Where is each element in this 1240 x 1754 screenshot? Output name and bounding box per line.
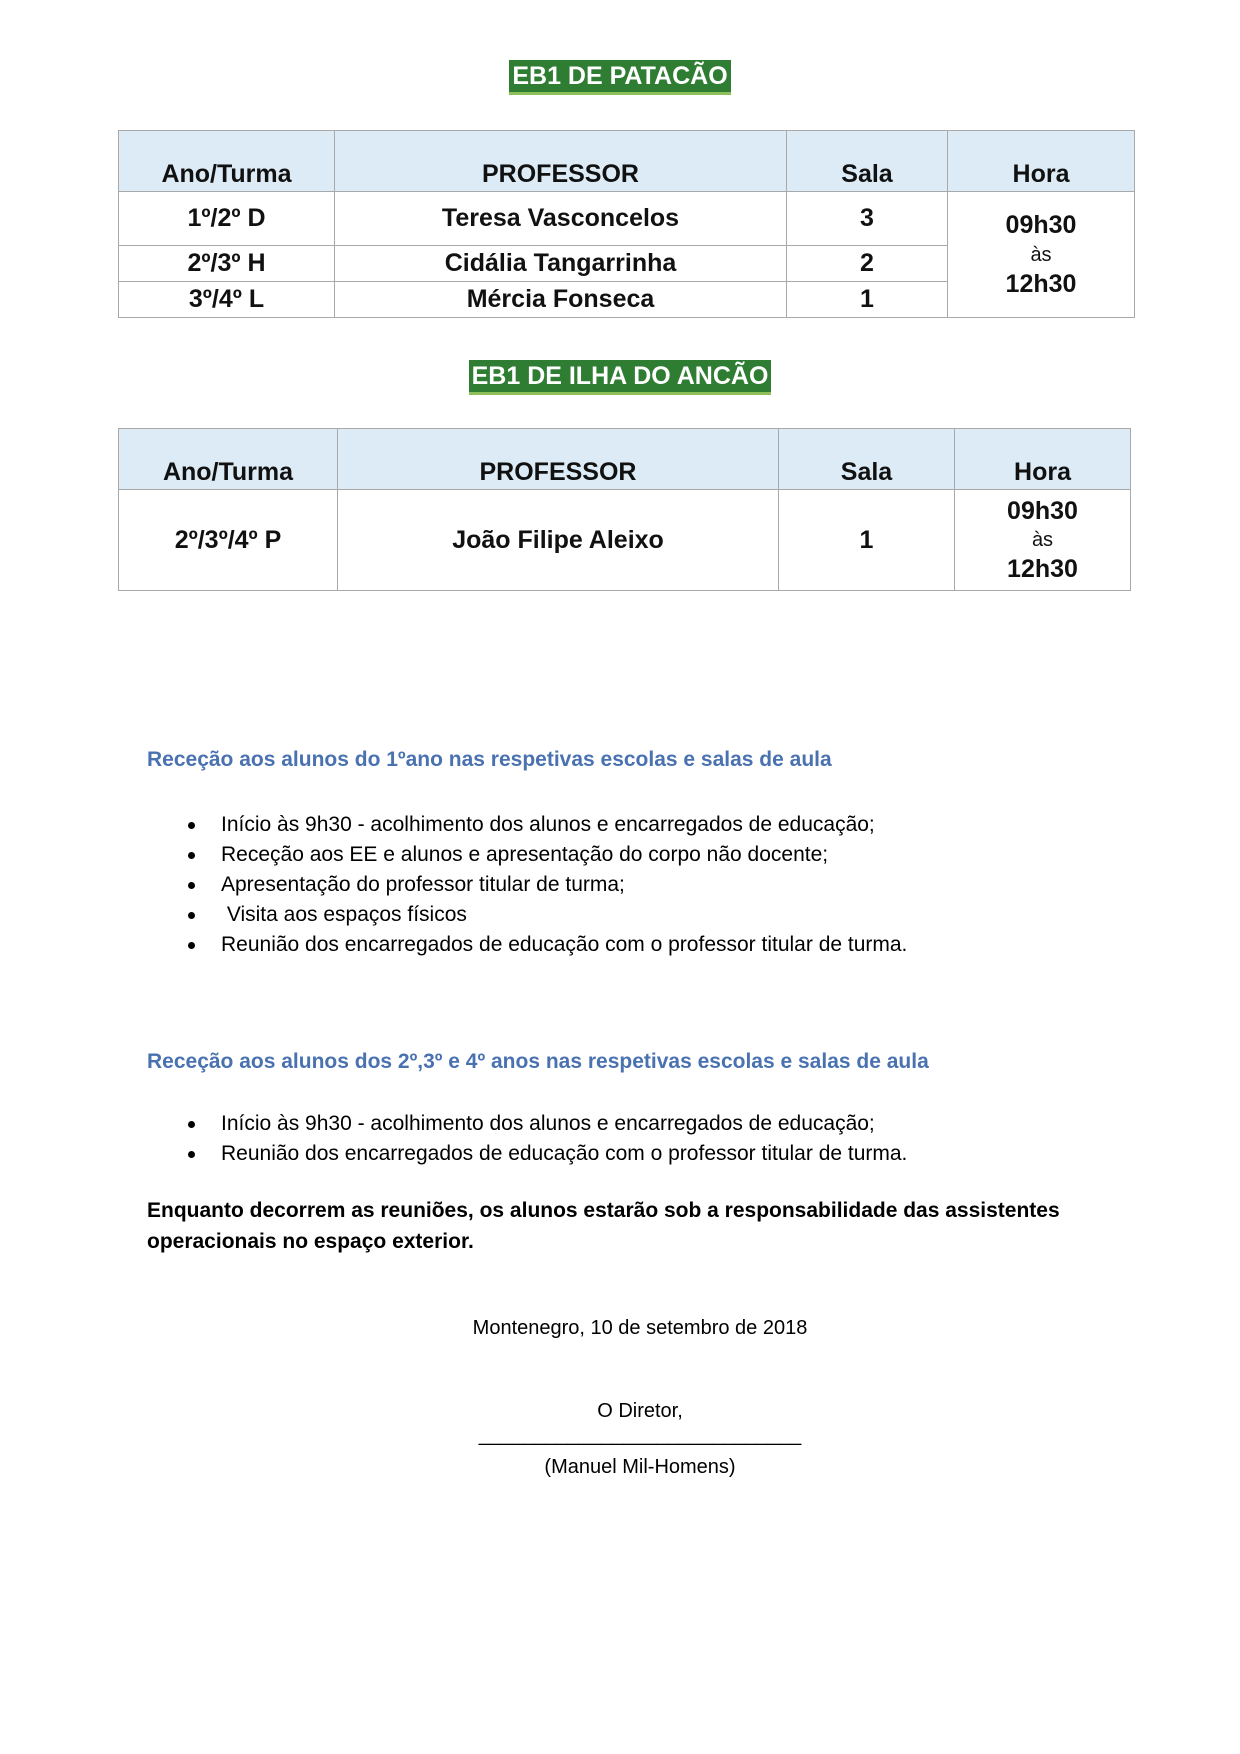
list-item-text: Apresentação do professor titular de turma; — [221, 873, 625, 896]
header-ano-turma: Ano/Turma — [119, 429, 338, 490]
list-item — [147, 930, 907, 960]
table-row — [119, 192, 1135, 246]
bullet-icon — [188, 942, 195, 949]
turma-cell: 1º/2º D — [119, 192, 335, 246]
list-item — [147, 1109, 907, 1139]
list-item-text: Receção aos EE e alunos e apresentação do corpo não docente; — [221, 843, 829, 866]
responsibility-note: Enquanto decorrem as reuniões, os alunos estarão sob a responsabilidade das assistentes operacionais no espaço exterior. — [147, 1199, 1060, 1253]
header-ano-turma: Ano/Turma — [119, 131, 335, 192]
table-header-row — [119, 429, 1131, 490]
professor-cell: João Filipe Aleixo — [338, 490, 779, 591]
header-sala: Sala — [779, 429, 955, 490]
sala-cell: 3 — [787, 192, 948, 246]
turma-cell: 3º/4º L — [119, 282, 335, 318]
signature-line: _____________________________ — [478, 1424, 802, 1446]
hora-cell — [948, 192, 1135, 318]
hora-start: 09h30 — [1005, 211, 1077, 239]
list-item-text: Reunião dos encarregados de educação com o professor titular de turma. — [221, 1142, 908, 1165]
section2-bullet-list — [147, 1109, 907, 1169]
sala-cell: 1 — [779, 490, 955, 591]
hora-cell — [955, 490, 1131, 591]
school2-title: EB1 DE ILHA DO ANCÃO — [469, 360, 772, 395]
table-row — [119, 490, 1131, 591]
header-professor: PROFESSOR — [338, 429, 779, 490]
bullet-icon — [188, 882, 195, 889]
director-role: O Diretor, — [597, 1400, 683, 1422]
list-item-text: Visita aos espaços físicos — [221, 903, 467, 926]
list-item — [147, 1139, 907, 1169]
header-sala: Sala — [787, 131, 948, 192]
section2-heading: Receção aos alunos dos 2º,3º e 4º anos nas respetivas escolas e salas de aula — [147, 1050, 929, 1073]
sala-cell: 2 — [787, 246, 948, 282]
professor-cell: Mércia Fonseca — [335, 282, 787, 318]
sala-cell: 1 — [787, 282, 948, 318]
bullet-icon — [188, 822, 195, 829]
section1-heading: Receção aos alunos do 1ºano nas respetivas escolas e salas de aula — [147, 748, 832, 771]
school1-title: EB1 DE PATACÃO — [509, 60, 730, 95]
bullet-icon — [188, 1151, 195, 1158]
table-header-row — [119, 131, 1135, 192]
list-item — [147, 870, 907, 900]
list-item — [147, 900, 907, 930]
school1-title-wrap — [0, 60, 1240, 95]
hora-end: 12h30 — [1007, 555, 1078, 583]
hora-end: 12h30 — [1005, 269, 1077, 298]
school1-schedule-table — [118, 130, 1135, 318]
header-hora: Hora — [948, 131, 1135, 192]
bullet-icon — [188, 852, 195, 859]
professor-cell: Cidália Tangarrinha — [335, 246, 787, 282]
list-item-text: Início às 9h30 - acolhimento dos alunos e encarregados de educação; — [221, 813, 875, 836]
section1-bullet-list — [147, 810, 907, 960]
turma-cell: 2º/3º/4º P — [119, 490, 338, 591]
school2-title-wrap — [0, 360, 1240, 395]
list-item-text: Início às 9h30 - acolhimento dos alunos e encarregados de educação; — [221, 1112, 875, 1135]
professor-cell: Teresa Vasconcelos — [335, 192, 787, 246]
bullet-icon — [188, 912, 195, 919]
header-hora: Hora — [955, 429, 1131, 490]
bullet-icon — [188, 1121, 195, 1128]
header-professor: PROFESSOR — [335, 131, 787, 192]
director-name: (Manuel Mil-Homens) — [544, 1456, 736, 1478]
hora-separator: às — [1030, 243, 1052, 266]
turma-cell: 2º/3º H — [119, 246, 335, 282]
list-item — [147, 810, 907, 840]
list-item — [147, 840, 907, 870]
place-date: Montenegro, 10 de setembro de 2018 — [472, 1317, 808, 1339]
school2-schedule-table — [118, 428, 1131, 591]
hora-separator: às — [1031, 529, 1054, 551]
list-item-text: Reunião dos encarregados de educação com o professor titular de turma. — [221, 933, 908, 956]
hora-start: 09h30 — [1007, 496, 1078, 525]
